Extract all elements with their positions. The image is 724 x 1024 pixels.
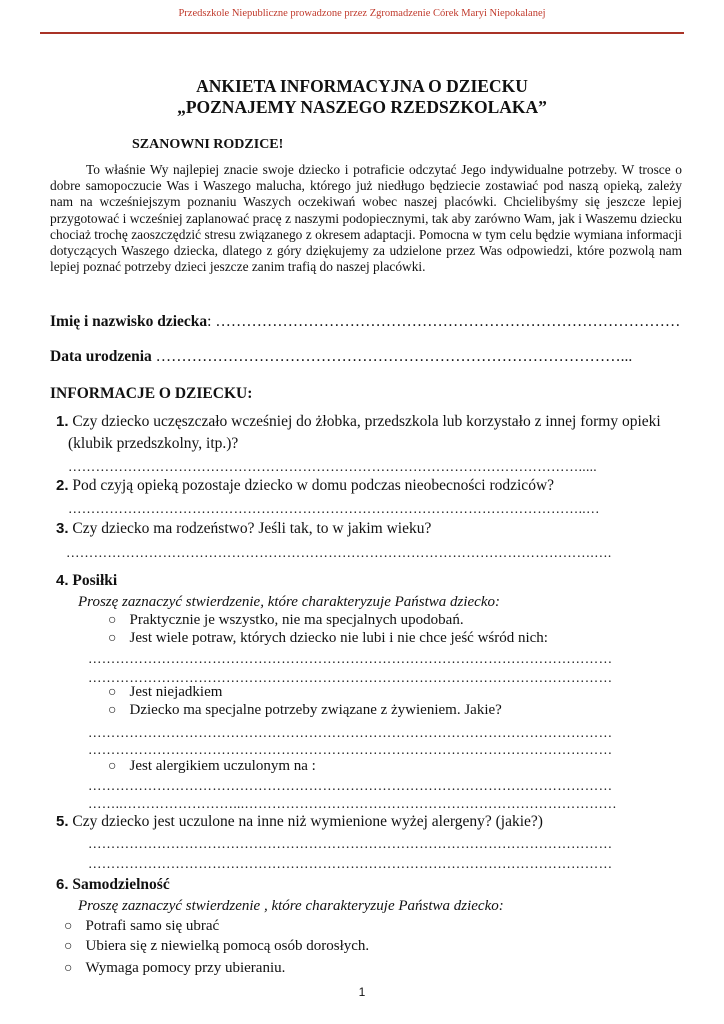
document-title-line2: „POZNAJEMY NASZEGO RZEDSZKOLAKA” [177,97,547,117]
question-4-title: Posiłki [72,572,118,589]
meals-option-4[interactable] [108,702,502,719]
independence-option-2-label: Ubiera się z niewielką pomocą osób dorosłych. [85,938,370,954]
question-5-answer-line-2[interactable]: …………………………………………………………………………………………………… [88,856,613,871]
section-title: INFORMACJE O DZIECKU: [50,385,253,402]
question-3-answer-line[interactable]: …………………………………………………………………………………………………….…. [66,545,612,560]
question-4 [56,572,117,590]
question-5-answer-line-1[interactable]: …………………………………………………………………………………………………… [88,836,613,851]
meals-option-1-label: Praktycznie je wszystko, nie ma specjalnych upodobań. [129,612,464,628]
question-4-number: 4. [56,572,69,589]
meals-option-4-answer-line-2[interactable]: …………………………………………………………………………………………………… [88,742,613,757]
question-6-title: Samodzielność [72,876,170,893]
independence-option-3-label: Wymaga pomocy przy ubieraniu. [85,960,286,976]
question-3-text: Czy dziecko ma rodzeństwo? Jeśli tak, to w jakim wieku? [72,520,432,537]
meals-option-3-label: Jest niejadkiem [129,684,223,700]
child-name-field[interactable] [50,313,680,331]
intro-paragraph: To właśnie Wy najlepiej znacie swoje dziecko i potraficie odczytać Jego indywidualne potrzeby. W trosce o dobre samopoczucie Was i Waszego malucha, którego już niedługo będziecie zostawiać pod naszą opieką, zależy nam na wcześniejszym poznaniu Waszych oczekiwań wobec naszej placówki. Chcielibyśmy się jeszcze lepiej przygotować i wcześniej zaplanować pracę z naszymi podopiecznymi, tak aby zarówno Wam, jak i Waszemu dziecku chociaż trochę zaoszczędzić stresu związanego z okresem adaptacji. Pomocna w tym celu będzie wymiana informacji dotyczących Waszego dziecka, dlatego z góry dziękujemy za udzielone przez Was odpowiedzi, które pozwolą nam lepiej poznać potrzeby dzieci jeszcze zanim trafią do naszej placówki. [50,162,682,275]
meals-hint: Proszę zaznaczyć stwierdzenie, które charakteryzuje Państwa dziecko: [78,594,500,610]
meals-option-4-label: Dziecko ma specjalne potrzeby związane z żywieniem. Jakie? [129,702,502,718]
question-6-number: 6. [56,876,69,893]
question-5-text: Czy dziecko jest uczulone na inne niż wymienione wyżej alergeny? (jakie?) [72,813,543,830]
greeting: SZANOWNI RODZICE! [132,137,284,152]
independence-option-3[interactable] [64,960,285,977]
question-1-text-cont: (klubik przedszkolny, itp.)? [68,435,239,452]
question-1 [56,413,661,431]
birth-date-field[interactable] [50,348,632,366]
question-2-number: 2. [56,477,69,494]
child-name-label: Imię i nazwisko dziecka [50,313,208,330]
independence-hint: Proszę zaznaczyć stwierdzenie , które charakteryzuje Państwa dziecko: [78,898,504,914]
radio-circle-icon[interactable]: ○ [64,961,73,976]
question-2-text: Pod czyją opieką pozostaje dziecko w domu podczas nieobecności rodziców? [72,477,555,494]
birth-date-label: Data urodzenia [50,348,152,365]
meals-option-2-answer-line-1[interactable]: …………………………………………………………………………………………………… [88,651,613,666]
meals-option-1[interactable] [108,612,464,629]
question-3-number: 3. [56,520,69,537]
question-1-answer-line[interactable]: …………………………………………………………………………………………………..... [68,459,597,474]
question-6 [56,876,170,894]
meals-option-5[interactable] [108,758,316,775]
radio-circle-icon[interactable]: ○ [108,613,117,628]
child-name-dots: : ……………………………………………………………………………… [207,313,681,330]
meals-option-2[interactable] [108,630,548,647]
meals-option-2-label: Jest wiele potraw, których dziecko nie lubi i nie chce jeść wśród nich: [129,630,548,646]
question-2 [56,477,554,495]
radio-circle-icon[interactable]: ○ [108,703,117,718]
question-1-text: Czy dziecko uczęszczało wcześniej do żłobka, przedszkola lub korzystało z innej formy opieki [72,413,661,430]
meals-option-5-answer-line-1[interactable]: …………………………………………………………………………………………………… [88,778,613,793]
question-1-number: 1. [56,413,69,430]
meals-option-4-answer-line-1[interactable]: …………………………………………………………………………………………………… [88,725,613,740]
page-number: 1 [358,985,366,999]
radio-circle-icon[interactable]: ○ [108,631,117,646]
independence-option-1[interactable] [64,918,219,935]
document-title-line1: ANKIETA INFORMACYJNA O DZIECKU [196,76,528,96]
meals-option-3[interactable] [108,684,222,701]
meals-option-5-label: Jest alergikiem uczulonym na : [129,758,316,774]
radio-circle-icon[interactable]: ○ [64,919,73,934]
header-divider [40,32,684,34]
header-org-line: Przedszkole Niepubliczne prowadzone przez Zgromadzenie Córek Maryi Niepokalanej [178,8,546,19]
radio-circle-icon[interactable]: ○ [108,759,117,774]
question-3 [56,520,431,538]
independence-option-2[interactable] [64,938,369,955]
meals-option-5-answer-line-2[interactable]: ……..……………………...……………………………………………………………………… [88,796,617,811]
radio-circle-icon[interactable]: ○ [108,685,117,700]
independence-option-1-label: Potrafi samo się ubrać [85,918,220,934]
meals-option-2-answer-line-2[interactable]: …………………………………………………………………………………………………… [88,670,613,685]
question-5 [56,813,543,831]
birth-date-dots: ………………………………………………………………………………... [151,348,633,365]
radio-circle-icon[interactable]: ○ [64,939,73,954]
question-2-answer-line[interactable]: …………………………………………………………………………………………………..… [68,501,600,516]
question-5-number: 5. [56,813,69,830]
